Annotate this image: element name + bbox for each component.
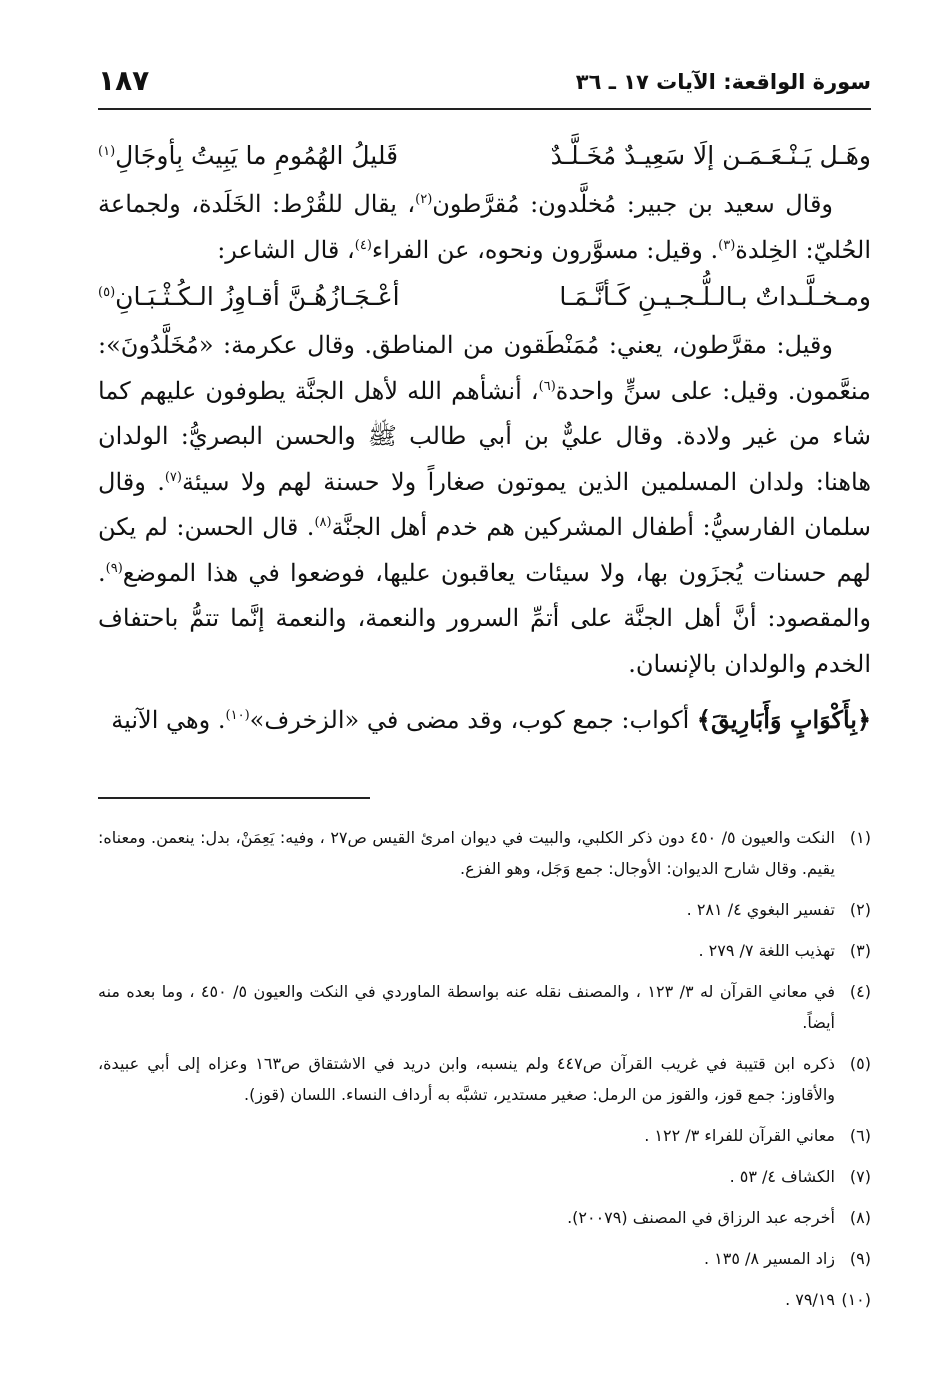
footnote-text: تفسير البغوي ٤/ ٢٨١ . xyxy=(686,900,835,919)
paragraph-3-text-a: أكواب: جمع كوب، وقد مضى في «الزخرف» xyxy=(249,706,697,734)
footnote-number: (١) xyxy=(849,828,871,847)
paragraph-2-text-b: ، أنشأهم الله لأهل الجنَّة يطوفون عليهم كما شاء من غير ولادة. وقال عليٌّ بن أبي طالب ﷺ والحسن البصريُّ: الولدان هاهنا: ولدان المسلمين الذين يموتون صغاراً ولا حسنة لهم ولا سيئة xyxy=(98,376,872,496)
footnote-ref-2[interactable]: (٢) xyxy=(415,192,433,207)
footnote-number: (٦) xyxy=(849,1126,871,1145)
paragraph-3 xyxy=(98,697,871,744)
footnote-text: ٧٩/١٩ . xyxy=(785,1290,835,1309)
footnote xyxy=(98,1243,871,1274)
paragraph-1-text-d: ، قال الشاعر: xyxy=(217,235,355,264)
footnote-number: (٧) xyxy=(849,1167,871,1186)
footnote-number: (٨) xyxy=(849,1208,871,1227)
footnote xyxy=(98,1284,871,1315)
page-header xyxy=(98,58,871,110)
quran-quote: ﴿بِأَكْوَابٍ وَأَبَارِيقَ﴾ xyxy=(696,705,871,734)
footnote xyxy=(98,976,871,1038)
footnote-text: معاني القرآن للفراء ٣/ ١٢٢ . xyxy=(644,1126,835,1145)
footnote xyxy=(98,894,871,925)
footnote-text: النكت والعيون ٥/ ٤٥٠ دون ذكر الكلبي، والبيت في ديوان امرئ القيس ص٢٧ ، وفيه: يَعِمَنْ، بدل: ينعمن. ومعناه: يقيم. وقال شارح الديوان: الأوجال: جمع وَجَل، وهو الفزع. xyxy=(98,828,835,878)
footnote-ref-10[interactable]: (١٠) xyxy=(225,708,250,723)
paragraph-1-text-b: ، يقال للقُرْط: الخَلَدة، ولجماعة الحُليّ: الخِلدة xyxy=(98,190,871,264)
footnote xyxy=(98,1120,871,1151)
footnote xyxy=(98,822,871,884)
verse-1-second-hemistich-text: قَليلُ الهُمُومِ ما يَبِيتُ بِأوجَالِ xyxy=(115,141,399,170)
footnote-ref-5[interactable]: (٥) xyxy=(98,285,116,300)
footnote-ref-3[interactable]: (٣) xyxy=(718,237,736,253)
verse-2-first-hemistich: ومـخـلَّـداتٌ بـالـلُّـجـيـنِ كَـأنَّـمَـا xyxy=(559,282,871,311)
paragraph-2-text-e: . والمقصود: أنَّ أهل الجنَّة على أتمِّ السرور والنعمة، والنعمة إنَّما تتمُّ باحتفاف الخدم والولدان بالإنسان. xyxy=(98,558,871,678)
footnote-number: (٩) xyxy=(849,1249,871,1268)
paragraph-2-text-a: وقيل: مقرَّطون، يعني: مُمَنْطَقون من المناطق. وقال عكرمة: «مُخَلَّدُونَ»: منعَّمون. وقيل: على سنٍّ واحدة xyxy=(98,331,871,405)
paragraph-2-text-d: . قال الحسن: لم يكن لهم حسنات يُجزَون بها، ولا سيئات يعاقبون عليها، فوضعوا في هذا الموضع xyxy=(98,513,871,587)
footnote-ref-9[interactable]: (٩) xyxy=(105,560,123,576)
main-text xyxy=(98,132,871,744)
poetry-verse-2 xyxy=(98,273,871,323)
footnote xyxy=(98,1048,871,1110)
paragraph-2-text-c: . وقال سلمان الفارسيُّ: أطفال المشركين هم خدم أهل الجنَّة xyxy=(98,467,872,541)
footnote-ref-4[interactable]: (٤) xyxy=(354,237,372,253)
footnotes xyxy=(98,822,871,1325)
verse-2-second-hemistich xyxy=(98,273,400,323)
footnote xyxy=(98,935,871,966)
footnote-number: (٥) xyxy=(849,1054,871,1073)
footnote-number: (٢) xyxy=(849,900,871,919)
verse-1-first-hemistich: وهَـل يَـنْـعَـمَـن إلَا سَعِيـدٌ مُخَـلَّـدٌ xyxy=(550,141,871,170)
footnote-text: الكشاف ٤/ ٥٣ . xyxy=(729,1167,835,1186)
footnote-text: تهذيب اللغة ٧/ ٢٧٩ . xyxy=(698,941,835,960)
footnote-text: أخرجه عبد الرزاق في المصنف (٢٠٠٧٩). xyxy=(567,1208,835,1227)
footnote xyxy=(98,1202,871,1233)
paragraph-3-text-b: . وهي الآنية xyxy=(111,706,226,734)
page-number: ١٨٧ xyxy=(98,64,150,97)
footnote-text: ذكره ابن قتيبة في غريب القرآن ص٤٤٧ ولم ينسبه، وابن دريد في الاشتقاق ص١٦٣ وعزاه إلى أبي عبيدة، والأقاوز: جمع قوز، والقوز من الرمل: صغير مستدير، تشبَّه به أرداف النساء. اللسان (قوز). xyxy=(98,1054,835,1104)
footnote-text: في معاني القرآن له ٣/ ١٢٣ ، والمصنف نقله عنه بواسطة الماوردي في النكت والعيون ٥/ ٤٥٠ ، وما بعده منه أيضاً. xyxy=(98,982,836,1032)
paragraph-1-text-c: . وقيل: مسوَّرون ونحوه، عن الفراء xyxy=(371,235,719,264)
footnote-number: (٤) xyxy=(849,982,871,1001)
footnote-number: (٣) xyxy=(849,941,871,960)
footnote-number: (١٠) xyxy=(841,1290,871,1309)
paragraph-1-text-a: وقال سعيد بن جبير: مُخلَّدون: مُقرَّطون xyxy=(432,190,834,218)
verse-2-second-hemistich-text: أعْـجَـازُهُـنَّ أقـاوِزُ الـكُـثْـبَـانِ xyxy=(115,282,400,311)
poetry-verse-1 xyxy=(98,132,871,182)
paragraph-2 xyxy=(98,323,871,687)
footnote-ref-8[interactable]: (٨) xyxy=(314,515,332,530)
footnote-ref-6[interactable]: (٦) xyxy=(538,378,556,394)
footnote xyxy=(98,1161,871,1192)
verse-1-second-hemistich xyxy=(98,132,398,182)
footnote-ref-7[interactable]: (٧) xyxy=(164,469,182,485)
paragraph-1 xyxy=(98,182,871,273)
footnote-text: زاد المسير ٨/ ١٣٥ . xyxy=(704,1249,835,1268)
footnote-separator xyxy=(98,797,370,799)
running-title: سورة الواقعة: الآيات ١٧ ـ ٣٦ xyxy=(575,70,871,94)
footnote-ref-1[interactable]: (١) xyxy=(98,144,116,159)
